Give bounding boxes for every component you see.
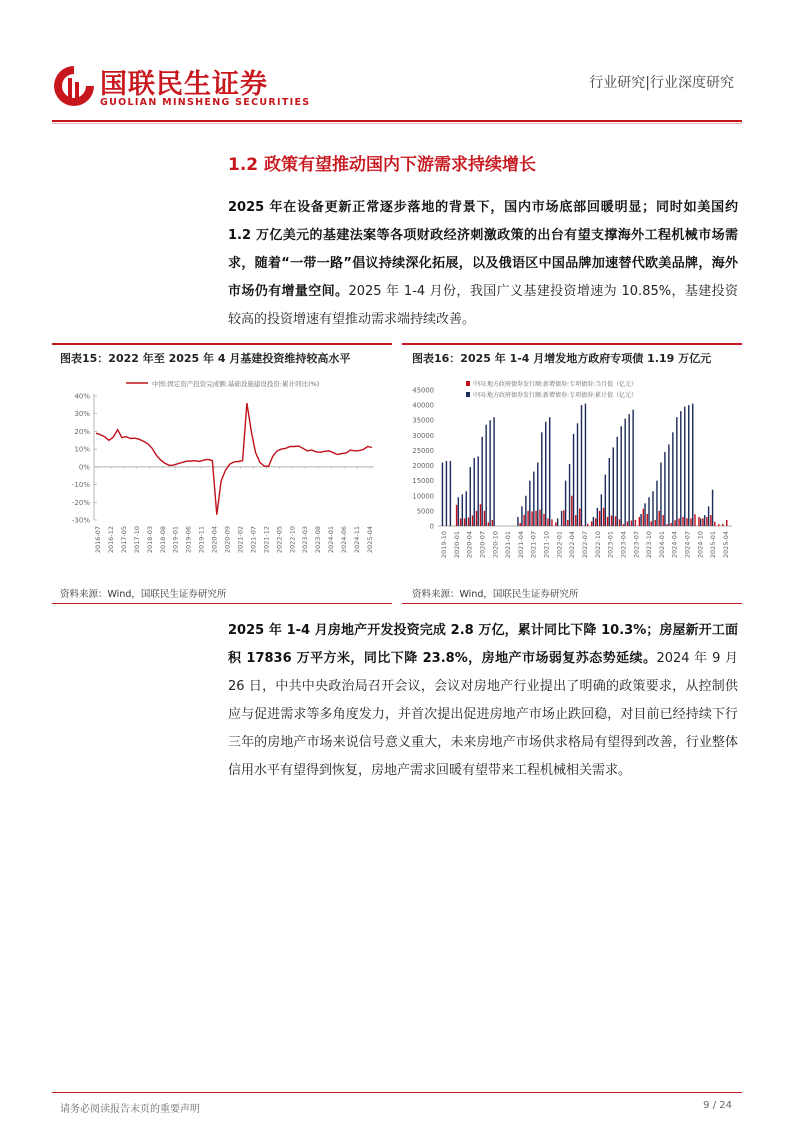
bar-monthly (603, 508, 604, 526)
bar-cumulative (668, 444, 669, 526)
bar-monthly (591, 521, 592, 526)
bar-cumulative (462, 494, 463, 526)
bar-cumulative (597, 508, 598, 526)
bar-cumulative (545, 422, 546, 526)
bar-monthly (643, 509, 644, 526)
bar-cumulative (660, 463, 661, 526)
bar-cumulative (442, 463, 443, 526)
x-tick-label: 2016-07 (94, 526, 102, 554)
bar-cumulative (477, 456, 478, 526)
bar-cumulative (605, 475, 606, 526)
bar-cumulative (664, 452, 665, 526)
bar-cumulative (652, 491, 653, 526)
x-tick-label: 2024-01 (657, 531, 666, 559)
bar-cumulative (529, 481, 530, 526)
bar-monthly (690, 518, 691, 526)
legend-label: 中国:地方政府债券发行额:新增债券:专项债券:当月值（亿元） (473, 381, 638, 388)
y-tick-label: -10% (71, 481, 90, 490)
bar-monthly (674, 520, 675, 526)
bar-monthly (647, 514, 648, 526)
bar-monthly (670, 523, 671, 526)
bar-cumulative (525, 496, 526, 526)
y-tick-label: 0% (78, 463, 90, 472)
x-tick-label: 2020-09 (223, 526, 232, 554)
figure15-top-rule (52, 343, 392, 345)
bar-monthly (492, 520, 493, 526)
bar-monthly (579, 508, 580, 526)
x-tick-label: 2020-04 (210, 526, 219, 554)
bar-cumulative (446, 461, 447, 526)
bar-monthly (694, 514, 695, 526)
bar-monthly (706, 517, 707, 526)
header-divider-thin (52, 123, 742, 124)
y-tick-label: -30% (71, 516, 90, 525)
x-tick-label: 2023-07 (632, 531, 641, 559)
bar-monthly (595, 518, 596, 526)
x-tick-label: 2023-01 (606, 531, 615, 559)
bar-monthly (547, 518, 548, 526)
bar-cumulative (569, 464, 570, 526)
bar-monthly (523, 515, 524, 526)
x-tick-label: 2017-10 (132, 526, 141, 554)
x-tick-label: 2022-01 (555, 531, 564, 559)
bar-monthly (651, 521, 652, 526)
bar-monthly (662, 515, 663, 526)
bar-monthly (698, 517, 699, 526)
paragraph-normal: 2025 年 1-4 月份，我国广义基建投资增速为 10.85%，基建投资较高的投资增速有望推动需求端持续改善。 (228, 284, 738, 327)
bar-cumulative (609, 458, 610, 526)
y-tick-label: 5000 (416, 507, 434, 516)
bar-cumulative (561, 511, 562, 526)
y-tick-label: 45000 (412, 386, 434, 395)
figure16-title: 图表16：2025 年 1-4 月增发地方政府专项债 1.19 万亿元 (412, 352, 712, 365)
bar-cumulative (680, 411, 681, 526)
bar-monthly (718, 524, 719, 526)
x-tick-label: 2022-04 (568, 531, 577, 559)
bar-cumulative (493, 417, 494, 526)
y-tick-label: 20% (74, 427, 90, 436)
bar-monthly (480, 504, 481, 526)
x-tick-label: 2020-01 (452, 531, 461, 559)
bar-cumulative (557, 518, 558, 526)
bar-cumulative (521, 506, 522, 526)
bar-monthly (464, 518, 465, 526)
report-category: 行业研究|行业深度研究 (589, 75, 734, 91)
bar-monthly (702, 518, 703, 526)
bar-cumulative (585, 404, 586, 526)
series-line-infrastructure-yoy (96, 403, 372, 515)
bar-monthly (635, 520, 636, 526)
x-tick-label: 2024-11 (353, 526, 362, 554)
bar-cumulative (628, 414, 629, 526)
bar-cumulative (537, 463, 538, 526)
bar-monthly (722, 524, 723, 526)
bar-cumulative (624, 419, 625, 526)
bar-cumulative (485, 425, 486, 526)
paragraph-bold: 2025 年在设备更新正常逐步落地的背景下，国内市场底部回暖明显；同时如美国约 1.2 万亿美元的基建法案等各项财政经济刺激政策的出台有望支撑海外工程机械市场需求，随着“一带一路”倡议持续深化拓展，以及俄语区中国品牌加速替代欧美品牌，海外市场仍有增量空间。 (228, 200, 738, 299)
bar-cumulative (656, 481, 657, 526)
bar-monthly (472, 515, 473, 526)
bar-monthly (563, 510, 564, 526)
bar-monthly (678, 518, 679, 526)
x-tick-label: 2024-04 (670, 531, 679, 559)
bar-monthly (535, 511, 536, 526)
x-tick-label: 2023-04 (619, 531, 628, 559)
bar-monthly (666, 524, 667, 526)
x-tick-label: 2025-04 (722, 531, 730, 559)
section-title: 1.2 政策有望推动国内下游需求持续增长 (228, 155, 537, 175)
x-tick-label: 2021-10 (542, 531, 551, 559)
header-divider (52, 120, 742, 122)
x-tick-label: 2018-08 (158, 526, 167, 554)
figure16-bottom-rule (402, 603, 742, 604)
paragraph-real-estate (228, 617, 738, 785)
bar-monthly (639, 517, 640, 526)
bar-monthly (658, 511, 659, 526)
bar-cumulative (640, 514, 641, 526)
bar-monthly (551, 519, 552, 526)
bar-cumulative (620, 426, 621, 526)
x-tick-label: 2025-01 (709, 531, 718, 559)
x-tick-label: 2022-05 (275, 526, 284, 554)
x-tick-label: 2018-03 (145, 526, 154, 554)
bar-monthly (456, 505, 457, 526)
x-tick-label: 2023-10 (645, 531, 654, 559)
x-tick-label: 2022-10 (593, 531, 602, 559)
bar-cumulative (601, 494, 602, 526)
x-tick-label: 2022-10 (288, 526, 297, 554)
bar-cumulative (700, 518, 701, 526)
paragraph-infrastructure (228, 194, 738, 334)
bar-cumulative (565, 481, 566, 526)
bar-cumulative (481, 437, 482, 526)
page-number: 9 / 24 (703, 1100, 732, 1111)
x-tick-label: 2020-10 (491, 531, 500, 559)
y-tick-label: 15000 (412, 477, 434, 486)
logo-subtext: GUOLIAN MINSHENG SECURITIES (100, 97, 311, 108)
bar-monthly (519, 523, 520, 526)
x-tick-label: 2024-10 (696, 531, 705, 559)
bar-cumulative (648, 497, 649, 526)
bar-cumulative (458, 497, 459, 526)
x-tick-label: 2021-07 (529, 531, 538, 559)
bar-cumulative (688, 405, 689, 526)
bar-cumulative (541, 432, 542, 526)
bar-monthly (611, 515, 612, 526)
bar-monthly (710, 515, 711, 526)
bar-cumulative (450, 461, 451, 526)
bar-monthly (623, 524, 624, 526)
x-tick-label: 2021-07 (249, 526, 258, 554)
y-tick-label: 0 (429, 522, 434, 531)
x-tick-label: 2019-11 (197, 526, 206, 554)
x-tick-label: 2019-06 (184, 526, 193, 554)
x-tick-label: 2021-04 (516, 531, 525, 559)
bar-monthly (682, 517, 683, 526)
bar-monthly (484, 511, 485, 526)
footer-divider (52, 1092, 742, 1093)
bar-monthly (599, 511, 600, 526)
bar-monthly (531, 511, 532, 526)
bar-cumulative (692, 404, 693, 526)
figure16-bar-chart (404, 372, 740, 577)
bar-monthly (476, 511, 477, 526)
bar-monthly (587, 524, 588, 526)
x-tick-label: 2024-07 (683, 531, 692, 559)
y-tick-label: 40000 (412, 401, 434, 410)
figure15-bottom-rule (52, 603, 392, 604)
bar-monthly (686, 518, 687, 526)
bar-cumulative (644, 503, 645, 526)
x-tick-label: 2021-02 (236, 526, 245, 554)
x-tick-label: 2020-04 (465, 531, 474, 559)
x-tick-label: 2019-01 (171, 526, 180, 554)
bar-monthly (527, 511, 528, 526)
logo-text: 国联民生证券 (100, 69, 268, 100)
y-tick-label: 30% (74, 410, 90, 419)
bar-monthly (615, 516, 616, 526)
figure16-source: 资料来源：Wind，国联民生证券研究所 (412, 589, 579, 600)
bar-cumulative (672, 432, 673, 526)
x-tick-label: 2022-07 (581, 531, 589, 559)
y-tick-label: 35000 (412, 416, 434, 425)
bar-monthly (575, 515, 576, 526)
bar-monthly (488, 522, 489, 526)
bar-cumulative (708, 506, 709, 526)
bar-monthly (571, 496, 572, 526)
bar-monthly (631, 521, 632, 526)
bar-monthly (460, 518, 461, 526)
x-tick-label: 2017-05 (119, 526, 128, 554)
x-tick-label: 2021-12 (262, 526, 271, 554)
bar-monthly (627, 521, 628, 526)
bar-monthly (567, 520, 568, 526)
x-tick-label: 2025-04 (366, 526, 374, 554)
footer-disclaimer: 请务必阅读报告末页的重要声明 (60, 1104, 200, 1115)
bar-monthly (607, 517, 608, 526)
logo-mark-icon (52, 64, 96, 108)
y-tick-label: 10% (74, 445, 90, 454)
x-tick-label: 2016-12 (106, 526, 115, 554)
bar-cumulative (549, 417, 550, 526)
bar-monthly (726, 520, 727, 526)
bar-cumulative (704, 515, 705, 526)
x-tick-label: 2021-01 (504, 531, 513, 559)
paragraph-bold: 2025 年 1-4 月房地产开发投资完成 2.8 万亿，累计同比下降 10.3%；房屋新开工面积 17836 万平方米，同比下降 23.8%，房地产市场弱复苏态势延续。 (228, 623, 738, 666)
y-tick-label: -20% (71, 498, 90, 507)
bar-monthly (619, 519, 620, 526)
paragraph-normal: 2024 年 9 月 26 日，中共中央政治局召开会议，会议对房地产行业提出了明确的政策要求，从控制供应与促进需求等多角度发力，并首次提出促进房地产市场止跌回稳，对目前已经持续下行三年的房地产市场来说信号意义重大，未来房地产市场供求格局有望得到改善，行业整体信用水平有望得到恢复，房地产需求回暖有望带来工程机械相关需求。 (228, 651, 738, 778)
bar-cumulative (712, 490, 713, 526)
figure15-title: 图表15：2022 年至 2025 年 4 月基建投资维持较高水平 (60, 352, 351, 365)
bar-cumulative (470, 467, 471, 526)
figure15-line-chart (56, 372, 386, 577)
bar-monthly (543, 514, 544, 526)
bar-cumulative (617, 437, 618, 526)
bar-monthly (468, 518, 469, 526)
bar-cumulative (613, 447, 614, 526)
bar-cumulative (533, 472, 534, 526)
x-tick-label: 2024-06 (340, 526, 349, 554)
x-tick-label: 2023-03 (301, 526, 310, 554)
x-tick-label: 2023-08 (314, 526, 323, 554)
y-tick-label: 30000 (412, 431, 434, 440)
bar-cumulative (581, 405, 582, 526)
x-tick-label: 2024-01 (327, 526, 336, 554)
legend-label: 中国:固定资产投资完成额:基础设施建设投资:累计同比(%) (152, 380, 320, 388)
bar-cumulative (577, 423, 578, 526)
bar-monthly (655, 520, 656, 526)
y-tick-label: 20000 (412, 462, 434, 471)
bar-cumulative (676, 417, 677, 526)
bar-monthly (539, 510, 540, 526)
legend-swatch (466, 392, 470, 397)
bar-cumulative (474, 458, 475, 526)
bar-cumulative (517, 517, 518, 526)
bar-monthly (555, 522, 556, 526)
y-tick-label: 25000 (412, 446, 434, 455)
bar-cumulative (593, 517, 594, 526)
bar-monthly (714, 522, 715, 526)
y-tick-label: 40% (74, 392, 90, 401)
bar-cumulative (573, 434, 574, 526)
bar-cumulative (632, 410, 633, 526)
y-tick-label: 10000 (412, 492, 434, 501)
x-tick-label: 2020-07 (478, 531, 487, 559)
bar-cumulative (489, 420, 490, 526)
x-tick-label: 2019-10 (440, 531, 448, 559)
bar-cumulative (684, 407, 685, 526)
legend-swatch (466, 381, 470, 386)
figure16-top-rule (402, 343, 742, 345)
figure15-source: 资料来源：Wind，国联民生证券研究所 (60, 589, 227, 600)
legend-label: 中国:地方政府债券发行额:新增债券:专项债券:累计值（亿元） (473, 392, 638, 399)
bar-cumulative (466, 491, 467, 526)
